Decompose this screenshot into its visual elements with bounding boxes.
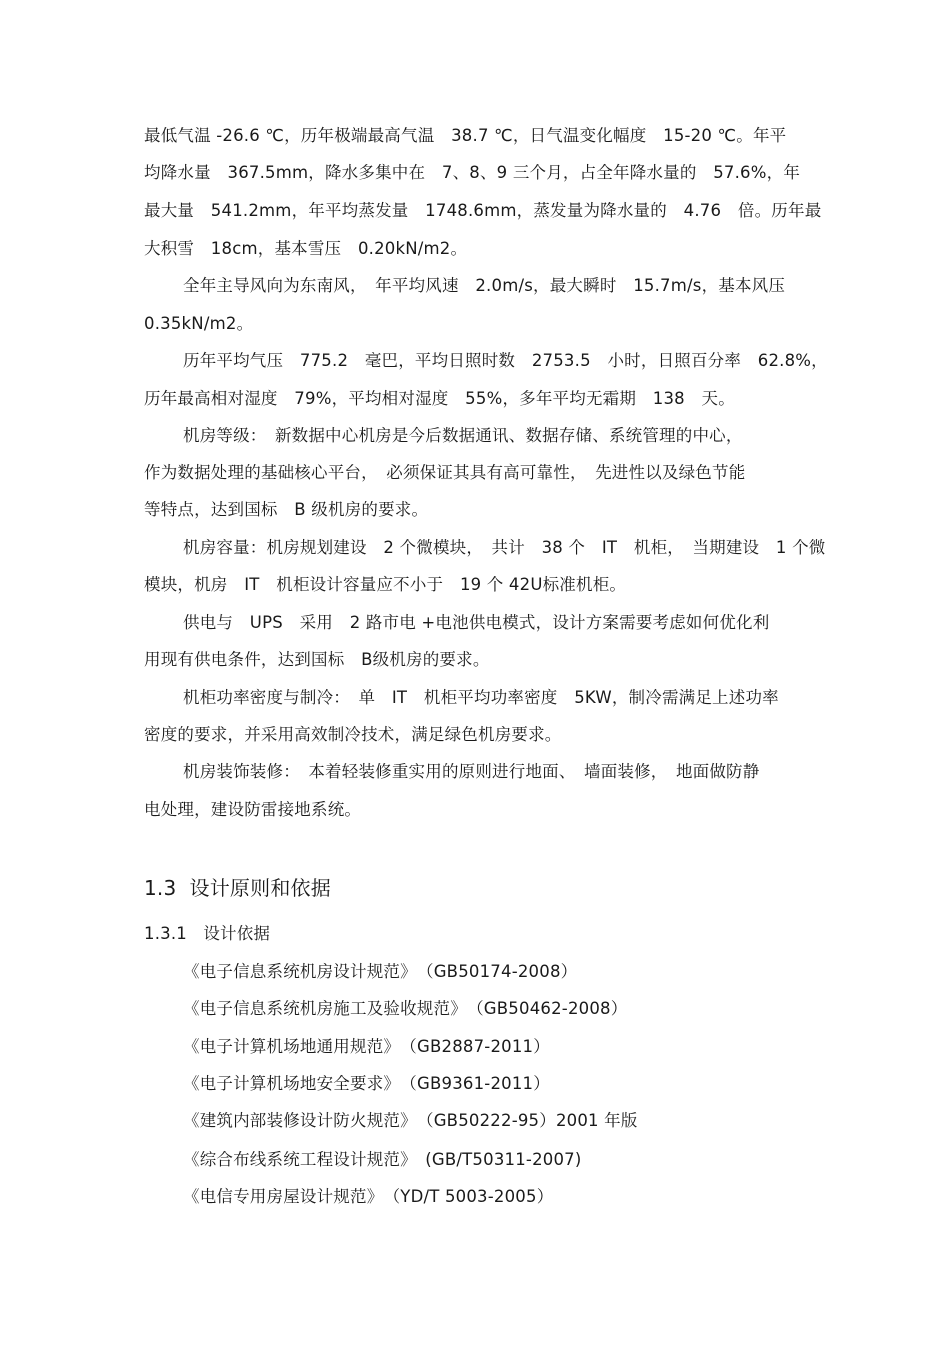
subsection-heading: 1.3.1 设计依据 — [144, 924, 271, 943]
cooling-line-2: 密度的要求，并采用高效制冷技术，满足绿色机房要求。 — [144, 725, 562, 744]
decoration-line-2: 电处理，建设防雷接地系统。 — [144, 800, 362, 819]
cooling-line-1: 机柜功率密度与制冷： 单 IT 机柜平均功率密度 5KW，制冷需满足上述功率 — [183, 688, 779, 707]
reference-item: 《电子计算机场地通用规范》 （GB2887-2011） — [183, 1037, 550, 1056]
reference-item: 《建筑内部装修设计防火规范》 （GB50222-95）2001 年版 — [183, 1111, 638, 1130]
reference-item: 《电子计算机场地安全要求》 （GB9361-2011） — [183, 1074, 550, 1093]
power-line-2: 用现有供电条件，达到国标 B级机房的要求。 — [144, 650, 490, 669]
reference-item: 《电信专用房屋设计规范》 （YD/T 5003-2005） — [183, 1187, 554, 1206]
decoration-line-1: 机房装饰装修： 本着轻装修重实用的原则进行地面、 墙面装修， 地面做防静 — [183, 762, 760, 781]
climate-line-2: 均降水量 367.5mm，降水多集中在 7、8、9 三个月，占全年降水量的 57.6%，年 — [144, 163, 801, 182]
grade-line-2: 作为数据处理的基础核心平台， 必须保证其具有高可靠性， 先进性以及绿色节能 — [144, 463, 746, 482]
wind-line-1: 全年主导风向为东南风， 年平均风速 2.0m/s，最大瞬时 15.7m/s，基本风压 — [183, 276, 786, 295]
capacity-line-2: 模块，机房 IT 机柜设计容量应不小于 19 个 42U标准机柜。 — [144, 575, 627, 594]
grade-line-1: 机房等级： 新数据中心机房是今后数据通讯、数据存储、系统管理的中心， — [183, 426, 743, 445]
reference-item: 《电子信息系统机房施工及验收规范》 （GB50462-2008） — [183, 999, 628, 1018]
power-line-1: 供电与 UPS 采用 2 路市电 +电池供电模式，设计方案需要考虑如何优化利 — [183, 613, 770, 632]
reference-item: 《电子信息系统机房设计规范》 （GB50174-2008） — [183, 962, 578, 981]
climate-line-1: 最低气温 -26.6 ℃，历年极端最高气温 38.7 ℃，日气温变化幅度 15-20 ℃。年平 — [144, 126, 787, 145]
pressure-line-1: 历年平均气压 775.2 毫巴，平均日照时数 2753.5 小时，日照百分率 62.8%， — [183, 351, 828, 370]
wind-line-2: 0.35kN/m2。 — [144, 314, 254, 333]
pressure-line-2: 历年最高相对湿度 79%，平均相对湿度 55%，多年平均无霜期 138 天。 — [144, 389, 735, 408]
capacity-line-1: 机房容量：机房规划建设 2 个微模块， 共计 38 个 IT 机柜， 当期建设 1 个微 — [183, 538, 826, 557]
climate-line-4: 大积雪 18cm，基本雪压 0.20kN/m2。 — [144, 239, 468, 258]
reference-item: 《综合布线系统工程设计规范》 (GB/T50311-2007) — [183, 1150, 582, 1169]
section-heading: 1.3 设计原则和依据 — [144, 876, 331, 900]
grade-line-3: 等特点，达到国标 B 级机房的要求。 — [144, 500, 429, 519]
climate-line-3: 最大量 541.2mm，年平均蒸发量 1748.6mm，蒸发量为降水量的 4.76 倍。历年最 — [144, 201, 822, 220]
